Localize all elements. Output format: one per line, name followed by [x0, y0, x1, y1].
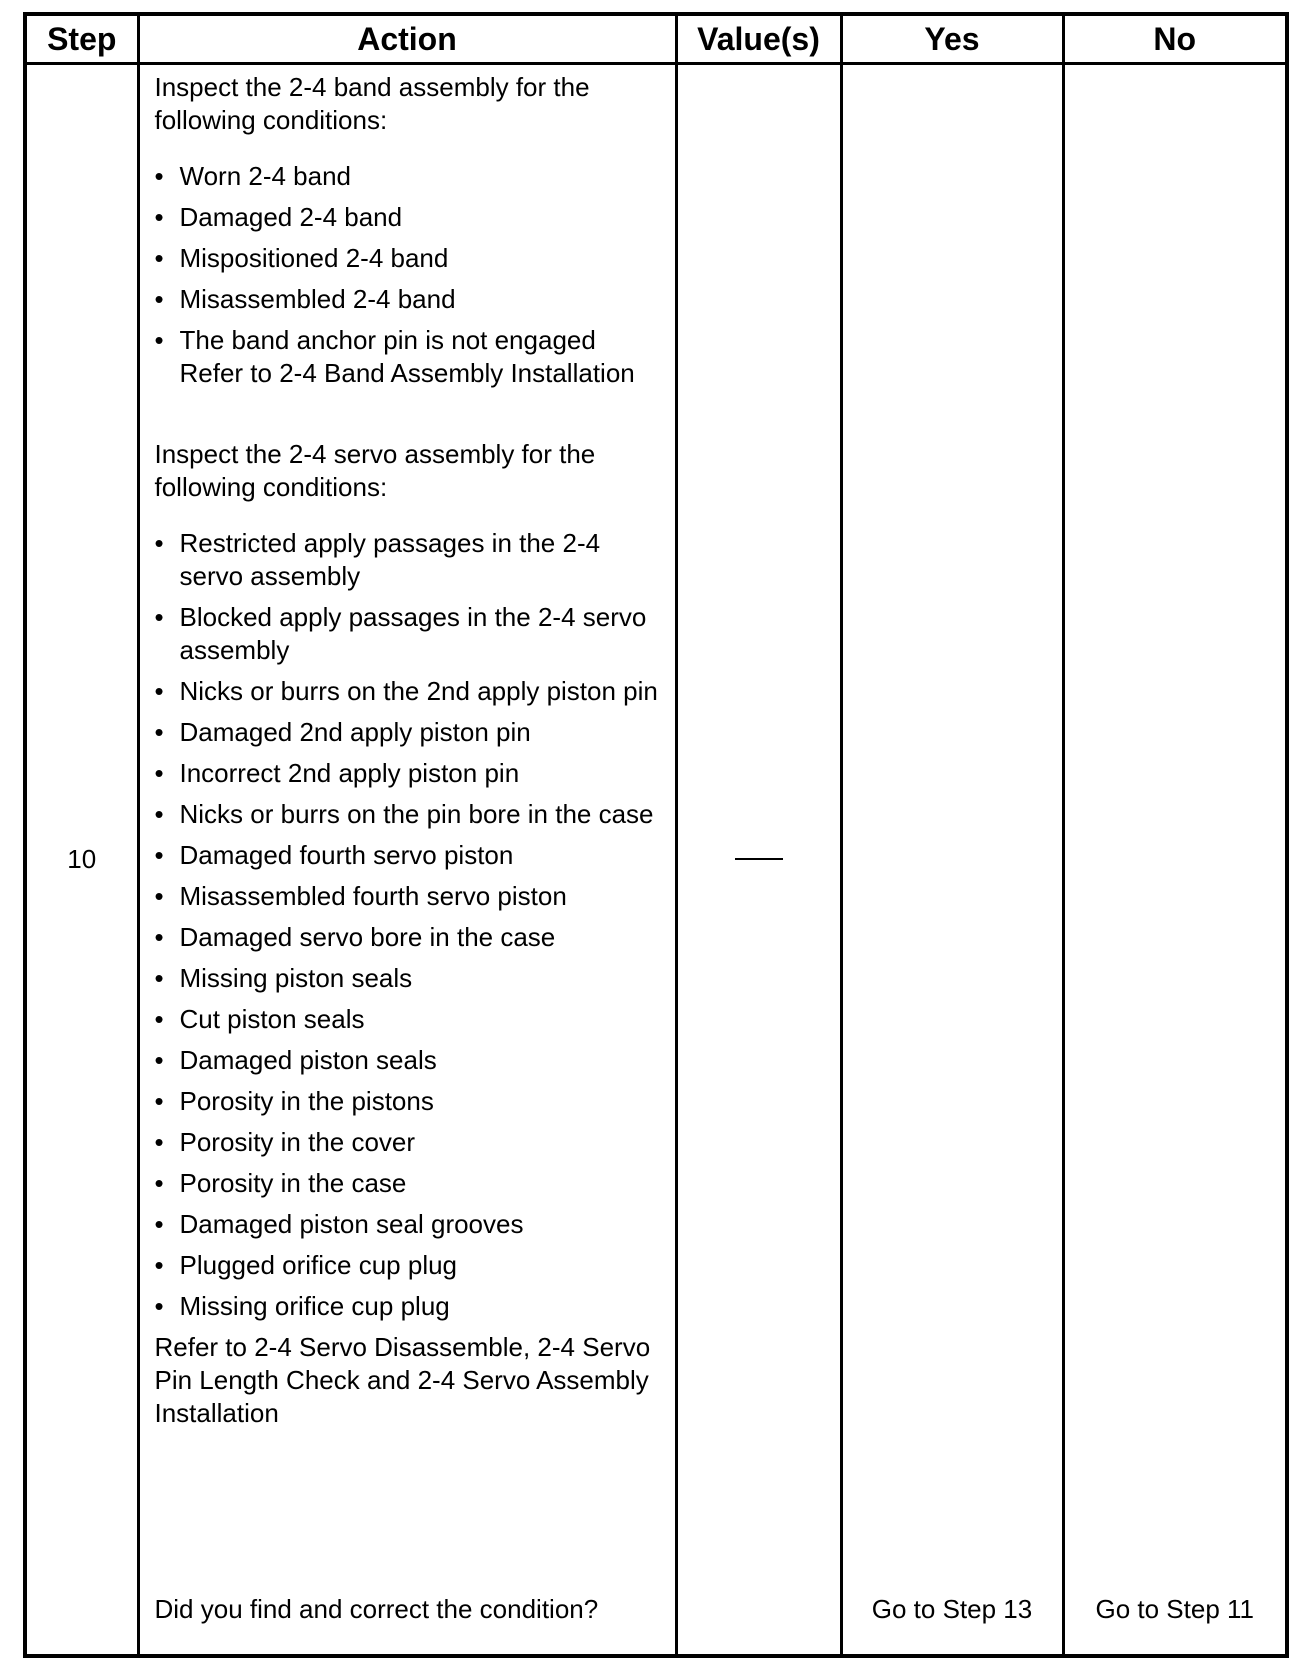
header-step: Step	[25, 14, 138, 64]
bullet-icon: •	[154, 1291, 164, 1321]
condition-text: Nicks or burrs on the 2nd apply piston pin	[179, 676, 658, 706]
condition-item	[155, 839, 665, 872]
condition-text: Mispositioned 2-4 band	[179, 243, 449, 273]
servo-refer-text: Refer to 2-4 Servo Disassemble, 2-4 Servo Pin Length Check and 2-4 Servo Assembly Installation	[154, 1332, 651, 1428]
condition-text: Porosity in the pistons	[179, 1086, 434, 1116]
bullet-icon: •	[154, 1250, 164, 1280]
condition-item	[155, 601, 665, 667]
condition-item	[155, 1208, 665, 1241]
condition-text: Damaged 2nd apply piston pin	[179, 717, 531, 747]
bullet-icon: •	[154, 161, 164, 191]
condition-text: Nicks or burrs on the pin bore in the case	[179, 799, 654, 829]
condition-item	[155, 1290, 665, 1323]
header-no: No	[1063, 14, 1287, 64]
servo-intro: Inspect the 2-4 servo assembly for the following conditions:	[154, 439, 596, 502]
condition-text: Damaged piston seals	[179, 1045, 437, 1075]
bullet-icon: •	[154, 284, 164, 314]
bullet-icon: •	[154, 963, 164, 993]
condition-text: Damaged servo bore in the case	[179, 922, 556, 952]
header-yes: Yes	[841, 14, 1063, 64]
condition-item	[155, 242, 665, 275]
condition-text: Blocked apply passages in the 2-4 servo assembly	[179, 602, 647, 665]
diagnostic-table	[23, 12, 1289, 1658]
condition-item	[155, 324, 665, 390]
header-action: Action	[138, 14, 676, 64]
yes-cell	[841, 64, 1063, 1657]
question-text: Did you find and correct the condition?	[154, 1594, 599, 1624]
condition-item	[155, 527, 665, 593]
condition-item	[155, 716, 665, 749]
bullet-icon: •	[154, 840, 164, 870]
condition-text: Porosity in the case	[179, 1168, 407, 1198]
condition-text: Incorrect 2nd apply piston pin	[179, 758, 520, 788]
condition-text: Missing piston seals	[179, 963, 413, 993]
condition-text: Damaged fourth servo piston	[179, 840, 514, 870]
bullet-icon: •	[154, 202, 164, 232]
bullet-icon: •	[154, 1004, 164, 1034]
condition-text: Porosity in the cover	[179, 1127, 416, 1157]
action-cell	[138, 64, 676, 1657]
condition-text: Plugged orifice cup plug	[179, 1250, 458, 1280]
condition-text: Misassembled fourth servo piston	[179, 881, 567, 911]
band-conditions-list	[155, 160, 665, 390]
condition-item	[155, 1044, 665, 1077]
bullet-icon: •	[154, 325, 164, 355]
step-number: 10	[25, 64, 138, 1657]
header-row	[25, 14, 1287, 64]
band-intro: Inspect the 2-4 band assembly for the following conditions:	[154, 72, 590, 135]
bullet-icon: •	[154, 1086, 164, 1116]
condition-text: Cut piston seals	[179, 1004, 365, 1034]
condition-text: Damaged 2-4 band	[179, 202, 403, 232]
bullet-icon: •	[154, 602, 164, 632]
condition-text: Misassembled 2-4 band	[179, 284, 456, 314]
bullet-icon: •	[154, 922, 164, 952]
condition-item	[155, 1167, 665, 1200]
step-row	[25, 64, 1287, 1657]
empty-value-dash	[735, 858, 783, 860]
bullet-icon: •	[154, 1045, 164, 1075]
condition-item	[155, 283, 665, 316]
condition-text: Damaged piston seal grooves	[179, 1209, 524, 1239]
condition-item	[155, 201, 665, 234]
condition-text: Worn 2-4 band	[179, 161, 352, 191]
condition-item	[155, 962, 665, 995]
bullet-icon: •	[154, 676, 164, 706]
condition-text: Missing orifice cup plug	[179, 1291, 450, 1321]
bullet-icon: •	[154, 717, 164, 747]
no-cell	[1063, 64, 1287, 1657]
bullet-icon: •	[154, 1127, 164, 1157]
no-action: Go to Step 11	[1095, 1594, 1254, 1624]
bullet-icon: •	[154, 1209, 164, 1239]
bullet-icon: •	[154, 881, 164, 911]
bullet-icon: •	[154, 528, 164, 558]
header-values: Value(s)	[676, 14, 841, 64]
condition-item	[155, 1085, 665, 1118]
condition-item	[155, 880, 665, 913]
bullet-icon: •	[154, 1168, 164, 1198]
condition-text: The band anchor pin is not engaged Refer to 2-4 Band Assembly Installation	[179, 325, 635, 388]
bullet-icon: •	[154, 243, 164, 273]
bullet-icon: •	[154, 758, 164, 788]
condition-item	[155, 675, 665, 708]
condition-item	[155, 921, 665, 954]
value-cell	[676, 64, 841, 1657]
condition-item	[155, 1126, 665, 1159]
condition-item	[155, 798, 665, 831]
bullet-icon: •	[154, 799, 164, 829]
condition-text: Restricted apply passages in the 2-4 servo assembly	[179, 528, 601, 591]
condition-item	[155, 1249, 665, 1282]
condition-item	[155, 1003, 665, 1036]
condition-item	[155, 160, 665, 193]
yes-action: Go to Step 13	[871, 1594, 1033, 1624]
condition-item	[155, 757, 665, 790]
servo-conditions-list	[155, 527, 665, 1323]
